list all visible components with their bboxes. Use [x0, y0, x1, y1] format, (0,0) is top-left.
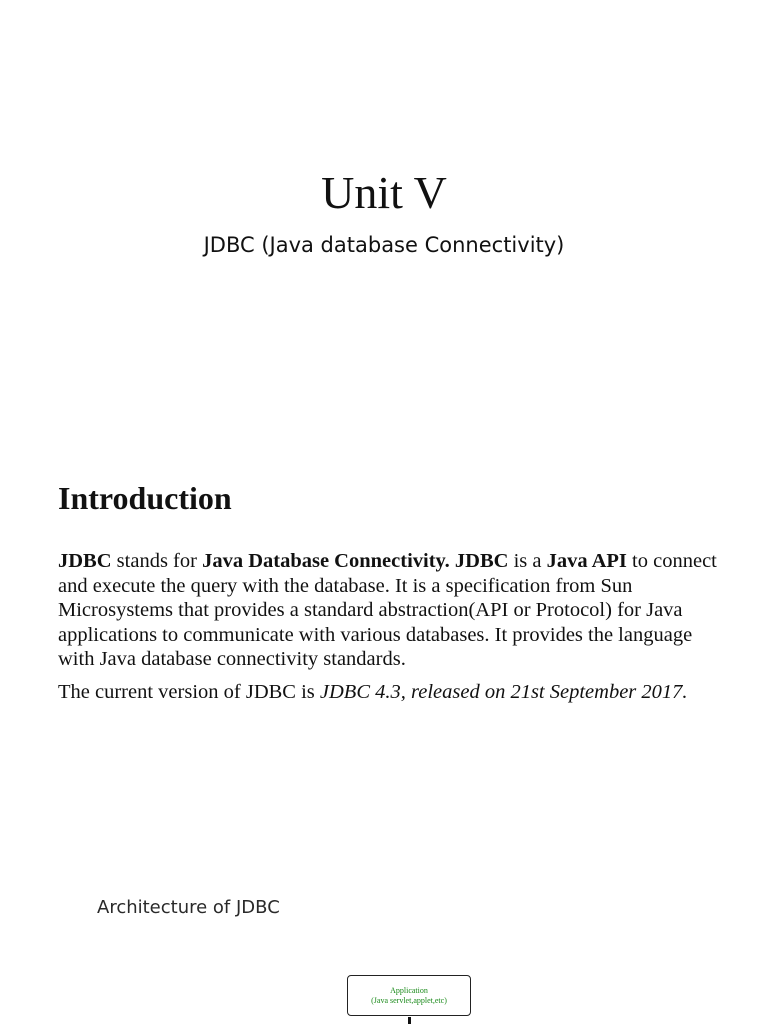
version-release-note: JDBC 4.3, released on 21st September 2017. — [319, 681, 688, 703]
architecture-heading: Architecture of JDBC — [97, 897, 280, 918]
application-box — [347, 975, 471, 1016]
java-database-connectivity-term: Java Database Connectivity. — [202, 550, 450, 572]
java-api-term: Java API — [546, 550, 627, 572]
diagram-connector-line — [408, 1017, 411, 1024]
introduction-paragraph — [58, 549, 718, 672]
intro-text: is a — [508, 550, 547, 572]
application-box-title: Application — [390, 986, 428, 995]
version-paragraph — [58, 680, 718, 705]
introduction-heading: Introduction — [58, 480, 232, 516]
jdbc-term: JDBC — [454, 550, 509, 572]
intro-text: stands for — [111, 550, 203, 572]
page-title: Unit V — [321, 167, 447, 218]
version-text: The current version of JDBC is — [58, 681, 320, 703]
application-box-subtitle: (Java servlet,applet,etc) — [371, 996, 447, 1005]
jdbc-term: JDBC — [58, 550, 112, 572]
intro-text: to connect and execute the query with the database. It is a specification from Sun Microsystems that provides a standard abstraction(API or Protocol) for Java applications to communicate with various databases. It provides the language with Java database connectivity standards. — [58, 550, 717, 671]
page-subtitle: JDBC (Java database Connectivity) — [203, 233, 565, 257]
